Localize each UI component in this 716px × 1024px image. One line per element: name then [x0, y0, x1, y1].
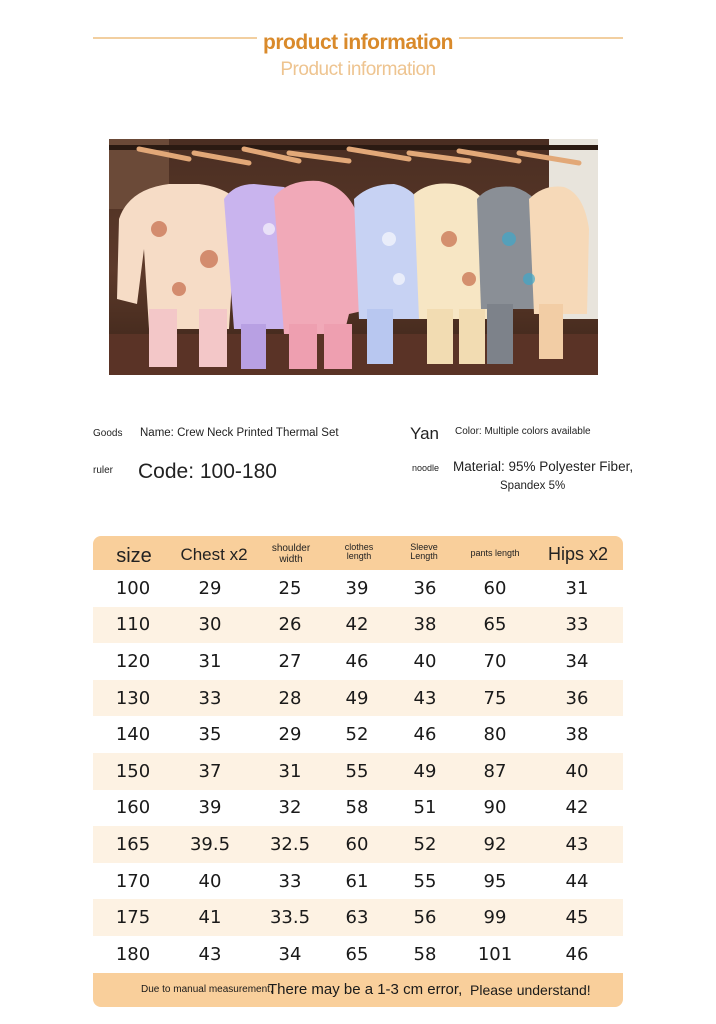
table-row [93, 753, 623, 790]
product-name: Name: Crew Neck Printed Thermal Set [140, 427, 339, 439]
table-cell: 41 [198, 907, 222, 929]
table-row [93, 826, 623, 863]
table-cell: 29 [278, 724, 302, 746]
table-cell: 32.5 [269, 833, 311, 855]
table-row [93, 716, 623, 753]
product-photo [109, 139, 598, 375]
table-row [93, 790, 623, 827]
table-cell: 40 [565, 760, 589, 782]
table-cell: 180 [115, 943, 151, 965]
page-title: product information [0, 31, 716, 55]
table-cell: 33 [278, 870, 302, 892]
table-cell: 90 [483, 797, 507, 819]
yan-label: Yan [410, 424, 439, 443]
table-cell: 35 [198, 724, 222, 746]
page-subtitle: Product information [280, 59, 436, 80]
table-cell: 49 [345, 687, 369, 709]
table-cell: 99 [483, 907, 507, 929]
table-cell: 130 [115, 687, 151, 709]
table-cell: 87 [483, 760, 507, 782]
table-cell: 51 [413, 797, 437, 819]
size-chart [93, 536, 623, 1007]
table-cell: 70 [483, 650, 507, 672]
table-cell: 65 [483, 614, 507, 636]
table-cell: 27 [278, 650, 302, 672]
table-cell: 28 [278, 687, 302, 709]
material-line2: Spandex 5% [500, 480, 566, 492]
table-cell: 34 [278, 943, 302, 965]
table-cell: 33 [565, 614, 589, 636]
table-cell: 46 [565, 943, 589, 965]
table-cell: 49 [413, 760, 437, 782]
table-row [93, 899, 623, 936]
table-row [93, 570, 623, 607]
table-cell: 165 [115, 833, 151, 855]
table-body [93, 570, 623, 973]
table-cell: 56 [413, 907, 437, 929]
goods-label: Goods [93, 428, 123, 439]
table-cell: 175 [115, 907, 151, 929]
table-cell: 39 [345, 577, 369, 599]
table-cell: 38 [413, 614, 437, 636]
table-cell: 65 [345, 943, 369, 965]
table-cell: 42 [345, 614, 369, 636]
table-cell: 55 [345, 760, 369, 782]
ruler-label: ruler [93, 465, 114, 476]
table-cell: 40 [413, 650, 437, 672]
footer-note-2: There may be a 1-3 cm error, [268, 981, 463, 999]
table-row [93, 680, 623, 717]
table-cell: 43 [565, 833, 589, 855]
table-cell: 61 [345, 870, 369, 892]
table-cell: 36 [413, 577, 437, 599]
table-cell: 34 [565, 650, 589, 672]
header-sleeve: Sleeve Length [410, 542, 438, 562]
table-row [93, 607, 623, 644]
header-chest: Chest x2 [180, 545, 248, 564]
size-code: Code: 100-180 [138, 460, 277, 483]
table-cell: 26 [278, 614, 302, 636]
table-cell: 33.5 [269, 907, 311, 929]
table-cell: 32 [278, 797, 302, 819]
table-cell: 25 [278, 577, 302, 599]
table-cell: 38 [565, 724, 589, 746]
header-shoulder: shoulder width [271, 543, 311, 565]
table-cell: 31 [198, 650, 222, 672]
table-cell: 31 [278, 760, 302, 782]
table-cell: 55 [413, 870, 437, 892]
table-cell: 52 [413, 833, 437, 855]
footer-note-3: Please understand! [470, 981, 591, 998]
table-cell: 58 [345, 797, 369, 819]
table-cell: 110 [115, 614, 151, 636]
footer-note-1: Due to manual measurement, [141, 984, 273, 996]
table-cell: 37 [198, 760, 222, 782]
table-cell: 63 [345, 907, 369, 929]
table-cell: 120 [115, 650, 151, 672]
table-cell: 40 [198, 870, 222, 892]
table-cell: 75 [483, 687, 507, 709]
table-cell: 52 [345, 724, 369, 746]
table-cell: 95 [483, 870, 507, 892]
table-row [93, 643, 623, 680]
table-cell: 36 [565, 687, 589, 709]
table-cell: 140 [115, 724, 151, 746]
table-cell: 170 [115, 870, 151, 892]
table-cell: 101 [477, 943, 513, 965]
noodle-label: noodle [412, 463, 440, 473]
table-cell: 30 [198, 614, 222, 636]
table-cell: 46 [345, 650, 369, 672]
header-hips: Hips x2 [547, 544, 609, 564]
clothing-photo-icon [109, 139, 598, 375]
material-line1: Material: 95% Polyester Fiber, [453, 459, 634, 474]
table-cell: 100 [115, 577, 151, 599]
header-size: size [116, 545, 152, 567]
table-cell: 92 [483, 833, 507, 855]
table-cell: 42 [565, 797, 589, 819]
table-cell: 60 [483, 577, 507, 599]
table-row [93, 863, 623, 900]
table-footer [93, 973, 623, 1007]
table-cell: 58 [413, 943, 437, 965]
table-cell: 80 [483, 724, 507, 746]
table-cell: 43 [413, 687, 437, 709]
table-cell: 31 [565, 577, 589, 599]
table-cell: 39 [198, 797, 222, 819]
color-info: Color: Multiple colors available [455, 426, 591, 437]
table-cell: 44 [565, 870, 589, 892]
table-cell: 33 [198, 687, 222, 709]
table-cell: 29 [198, 577, 222, 599]
table-header [93, 536, 623, 570]
table-cell: 160 [115, 797, 151, 819]
table-cell: 45 [565, 907, 589, 929]
table-cell: 46 [413, 724, 437, 746]
table-row [93, 936, 623, 973]
table-cell: 43 [198, 943, 222, 965]
table-cell: 150 [115, 760, 151, 782]
table-cell: 60 [345, 833, 369, 855]
header-pants: pants length [470, 548, 520, 558]
table-cell: 39.5 [189, 833, 231, 855]
header-clothes-length: clothes length [344, 542, 374, 562]
